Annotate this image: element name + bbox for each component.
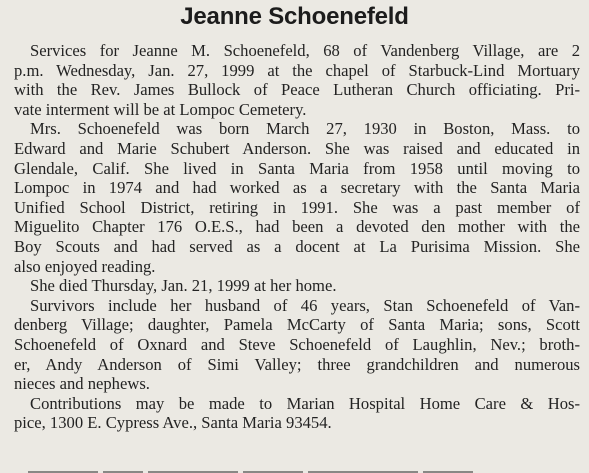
text-line: She died Thursday, Jan. 21, 1999 at her home. — [30, 276, 337, 296]
text-line: er, Andy Anderson of Simi Valley; three grandchildren and numerous — [14, 354, 580, 374]
text-line: also enjoyed reading. — [14, 256, 156, 276]
text-line: nieces and nephews. — [14, 374, 150, 394]
text-line: pice, 1300 E. Cypress Ave., Santa Maria 93454. — [14, 413, 332, 433]
obituary-body — [14, 41, 580, 433]
text-line: Lompoc in 1974 and had worked as a secretary with the Santa Maria — [14, 178, 580, 198]
text-line: denberg Village; daughter, Pamela McCarty of Santa Maria; sons, Scott — [14, 315, 580, 335]
text-line: Survivors include her husband of 46 years, Stan Schoenefeld of Van- — [30, 295, 580, 315]
text-line: Miguelito Chapter 176 O.E.S., had been a devoted den mother with the — [14, 217, 580, 237]
text-line: Edward and Marie Schubert Anderson. She was raised and educated in — [14, 138, 580, 158]
text-line: p.m. Wednesday, Jan. 27, 1999 at the chapel of Starbuck-Lind Mortuary — [14, 60, 580, 80]
cropped-text-fragment — [28, 464, 568, 473]
obituary-headline: Jeanne Schoenefeld — [180, 3, 409, 30]
text-line: with the Rev. James Bullock of Peace Lutheran Church officiating. Pri- — [14, 80, 580, 100]
paragraph-contributions — [14, 394, 580, 433]
paragraph-survivors — [14, 296, 580, 394]
text-line: Contributions may be made to Marian Hospital Home Care & Hos- — [30, 393, 580, 413]
paragraph-services — [14, 41, 580, 119]
text-line: Services for Jeanne M. Schoenefeld, 68 of Vandenberg Village, are 2 — [30, 41, 580, 60]
text-line: Schoenefeld of Oxnard and Steve Schoenefeld of Laughlin, Nev.; broth- — [14, 334, 580, 354]
text-line: Glendale, Calif. She lived in Santa Maria from 1958 until moving to — [14, 158, 580, 178]
text-line: Unified School District, retiring in 1991. She was a past member of — [14, 197, 580, 217]
paragraph-biography — [14, 119, 580, 276]
paragraph-death — [14, 276, 580, 296]
text-line: Boy Scouts and had served as a docent at La Purisima Mission. She — [14, 236, 580, 256]
text-line: vate interment will be at Lompoc Cemetery. — [14, 99, 307, 119]
text-line: Mrs. Schoenefeld was born March 27, 1930 in Boston, Mass. to — [30, 119, 580, 139]
